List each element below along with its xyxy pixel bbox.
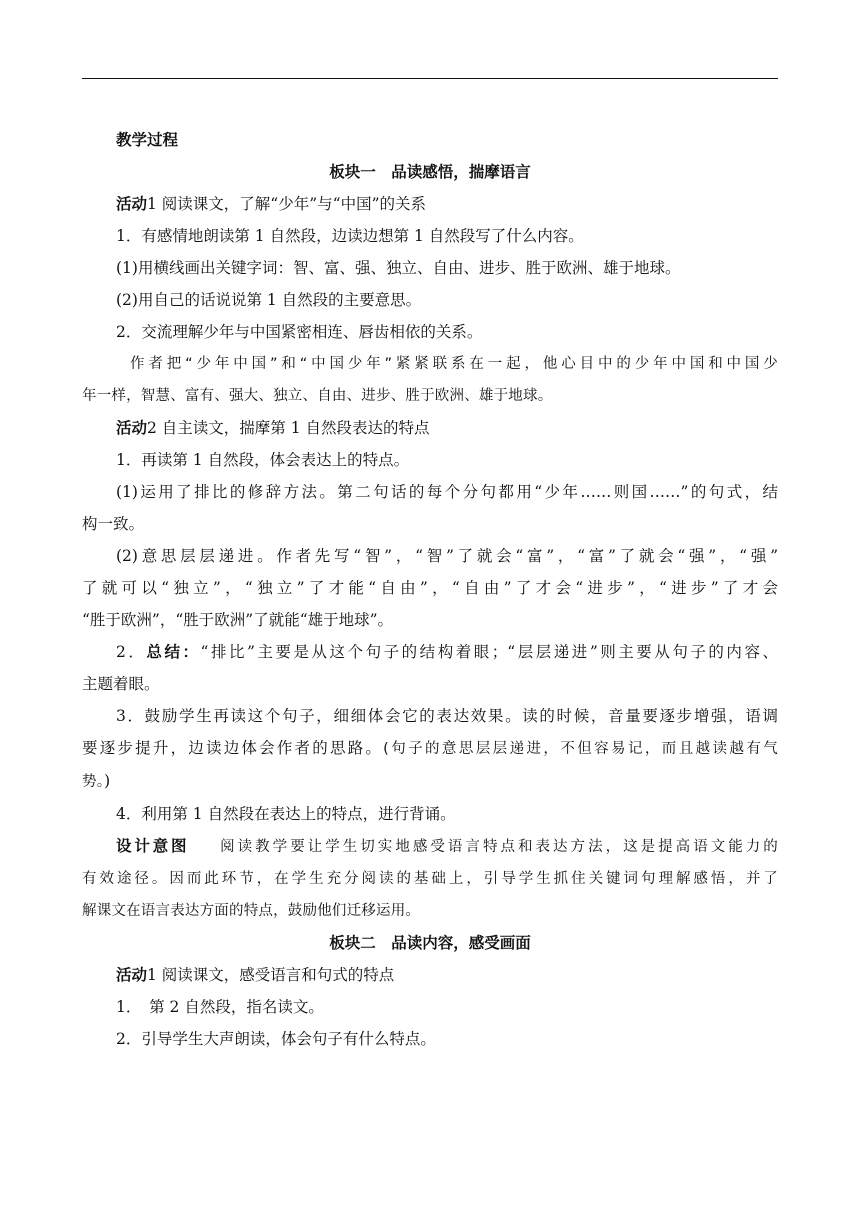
- teaching-process-title: 教学过程: [116, 131, 179, 149]
- header-rule: [82, 78, 778, 79]
- s1-a2-item1-a-line2: 构一致。: [82, 515, 145, 533]
- s1-a2-item3-line2: [82, 732, 778, 765]
- s1-activity1: [82, 188, 778, 220]
- summary-label: 总结：: [146, 643, 201, 661]
- s1-a2-item1-b-line1: (2)意思层层递进。作者先写“智”，“智”了就会“富”，“富”了就会“强”，“强”: [116, 547, 778, 565]
- document-body: [82, 124, 778, 1055]
- s1-a2-item1-b-line3: “胜于欧洲”，“胜于欧洲”了就能“雄于地球”。: [82, 611, 394, 629]
- s1-a2-item3-line1: 3．鼓励学生再读这个句子，细细体会它的表达效果。读的时候，音量要逐步增强，语调: [116, 707, 778, 725]
- design-intent-text: 阅读教学要让学生切实地感受语言特点和表达方法，这是提高语文能力的: [217, 839, 778, 855]
- s1-a2-item4: 4．利用第 1 自然段在表达上的特点，进行背诵。: [116, 805, 456, 823]
- s2-a1-item1: 1． 第 2 自然段，指名读文。: [116, 998, 324, 1016]
- item3-note: (句子的意思层层递进，不但容易记，而且越读越有气: [383, 741, 778, 757]
- activity-label: 活动: [116, 419, 148, 437]
- s1-a1-item1-a: (1)用横线画出关键字词：智、富、强、独立、自由、进步、胜于欧洲、雄于地球。: [116, 259, 681, 277]
- design-intent-label: 设计意图: [116, 837, 190, 855]
- section2-heading: 板块二 品读内容，感受画面: [329, 934, 531, 952]
- activity-label: 活动: [116, 966, 148, 984]
- activity-label: 活动: [116, 195, 148, 213]
- design-intent-line3: 解课文在语言表达方面的特点，鼓励他们迁移运用。: [82, 903, 421, 919]
- activity-text: 2 自主读文，揣摩第 1 自然段表达的特点: [147, 419, 430, 437]
- design-intent-line1: [82, 830, 778, 863]
- s1-a1-note-line1: 作者把“少年中国”和“中国少年”紧紧联系在一起，他心目中的少年中国和中国少: [130, 356, 778, 372]
- s2-activity1: [82, 959, 778, 991]
- s2-a1-item2: 2．引导学生大声朗读，体会句子有什么特点。: [116, 1030, 436, 1048]
- item3-text: 要逐步提升，边读边体会作者的思路。: [82, 739, 384, 757]
- s1-a1-note-line2: 年一样，智慧、富有、强大、独立、自由、进步、胜于欧洲、雄于地球。: [82, 388, 553, 404]
- item-number: 2．: [116, 643, 147, 661]
- s1-a1-item1: 1．有感情地朗读第 1 自然段，边读边想第 1 自然段写了什么内容。: [116, 227, 584, 245]
- s1-a2-item1-a-line1: (1)运用了排比的修辞方法。第二句话的每个分句都用“少年……则国……”的句式，结: [116, 483, 778, 501]
- summary-text: “排比”主要是从这个句子的结构着眼；“层层递进”则主要从句子的内容、: [200, 643, 778, 661]
- activity-text: 1 阅读课文，了解“少年”与“中国”的关系: [147, 195, 427, 213]
- s1-a2-item2-line1: [82, 636, 778, 668]
- s1-a1-item1-b: (2)用自己的话说说第 1 自然段的主要意思。: [116, 291, 422, 309]
- section1-heading: 板块一 品读感悟，揣摩语言: [329, 163, 531, 181]
- s1-a2-item3-line3: [82, 765, 778, 798]
- item3-note-end: 势。: [82, 774, 105, 790]
- design-intent-line2: 有效途径。因而此环节，在学生充分阅读的基础上，引导学生抓住关键词句理解感悟，并了: [82, 871, 778, 887]
- s1-a2-item2-line2: 主题着眼。: [82, 675, 160, 693]
- item3-close-paren: ): [104, 772, 111, 790]
- s1-activity2: [82, 412, 778, 444]
- s1-a2-item1-b-line2: 了就可以“独立”，“独立”了才能“自由”，“自由”了才会“进步”，“进步”了才会: [82, 579, 778, 597]
- s1-a2-item1: 1．再读第 1 自然段，体会表达上的特点。: [116, 451, 410, 469]
- s1-a1-item2: 2．交流理解少年与中国紧密相连、唇齿相依的关系。: [116, 323, 483, 341]
- activity-text: 1 阅读课文，感受语言和句式的特点: [147, 966, 395, 984]
